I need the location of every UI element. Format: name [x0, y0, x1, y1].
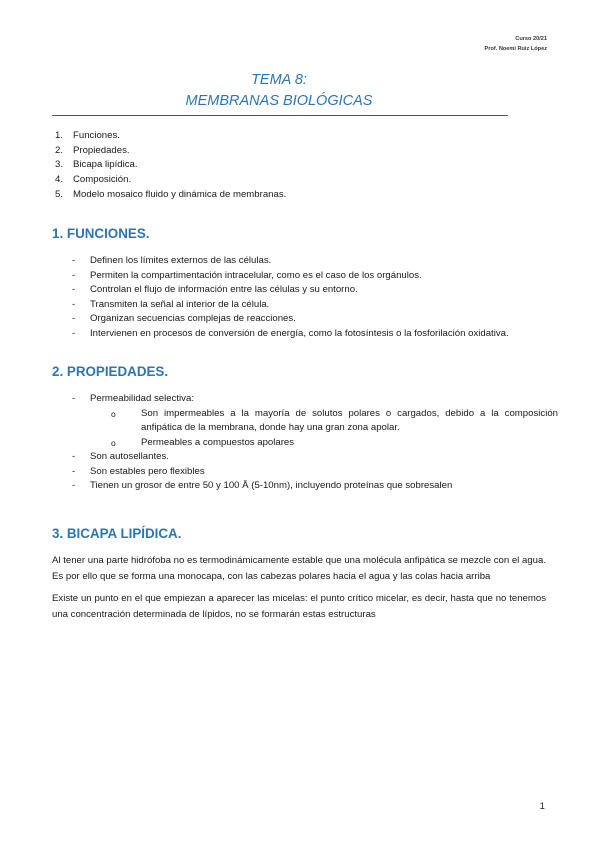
- permeabilidad-sublist: [111, 407, 558, 451]
- toc-item: 1. Funciones.: [55, 130, 120, 141]
- title-line-2: MEMBRANAS BIOLÓGICAS: [185, 93, 373, 109]
- list-item: - Organizan secuencias complejas de reacciones.: [72, 313, 296, 324]
- list-item: - Controlan el flujo de información entre las células y su entorno.: [72, 284, 358, 295]
- section-heading-funciones: 1. FUNCIONES.: [52, 226, 150, 241]
- toc-item: 4. Composición.: [55, 174, 132, 186]
- list-item: - Permeabilidad selectiva: o Son impermeables a la mayoría de solutos polares o cargados, debido a la composición anfipática de la membrana, donde hay una gran zona apolar. o Permeables a compuestos apolares: [72, 392, 558, 450]
- header-meta: [485, 35, 547, 54]
- table-of-contents: [55, 129, 286, 203]
- list-item: - Tienen un grosor de entre 50 y 100 Å (5-10nm), incluyendo proteínas que sobresalen: [72, 480, 453, 491]
- list-item: - Son estables pero flexibles: [72, 465, 205, 477]
- list-item: - Son autosellantes.: [72, 451, 169, 462]
- title-line-1: TEMA 8:: [251, 72, 307, 88]
- list-item: - Definen los límites externos de las células.: [72, 255, 272, 266]
- course-label: Curso 20/21: [515, 36, 547, 42]
- page-number: 1: [539, 801, 545, 812]
- section-heading-bicapa: 3. BICAPA LIPÍDICA.: [52, 526, 182, 541]
- title-divider: [52, 115, 508, 116]
- section-heading-propiedades: 2. PROPIEDADES.: [52, 364, 169, 379]
- bicapa-paragraph-2: Existe un punto en el que empiezan a aparecer las micelas: el punto crítico micelar, es decir, hasta que no tenemos una concentración determinada de lípidos, no se formarán estas estructuras: [52, 593, 546, 620]
- toc-item: 5. Modelo mosaico fluido y dinámica de membranas.: [55, 188, 287, 200]
- sub-list-item: o Permeables a compuestos apolares: [111, 436, 295, 448]
- funciones-list: [72, 254, 509, 341]
- bicapa-paragraph-1: Al tener una parte hidrófoba no es termodinámicamente estable que una molécula anfipática se mezcle con el agua. Es por ello que se forma una monocapa, con las cabezas polares hacia el agua y las colas hacia arriba: [52, 555, 546, 582]
- toc-item: 2. Propiedades.: [55, 144, 130, 156]
- toc-item: 3. Bicapa lipídica.: [55, 159, 138, 171]
- list-item: - Permiten la compartimentación intracelular, como es el caso de los orgánulos.: [72, 269, 422, 281]
- propiedades-list: [72, 392, 558, 494]
- sub-list-item: o Son impermeables a la mayoría de solutos polares o cargados, debido a la composición anfipática de la membrana, donde hay una gran zona apolar.: [111, 407, 558, 433]
- list-item: - Intervienen en procesos de conversión de energía, como la fotosíntesis o la fosforilación oxidativa.: [72, 327, 509, 339]
- document-title: [50, 70, 508, 112]
- author-label: Prof. Noemi Ruiz López: [484, 45, 547, 52]
- list-item: - Transmiten la señal al interior de la célula.: [72, 298, 270, 310]
